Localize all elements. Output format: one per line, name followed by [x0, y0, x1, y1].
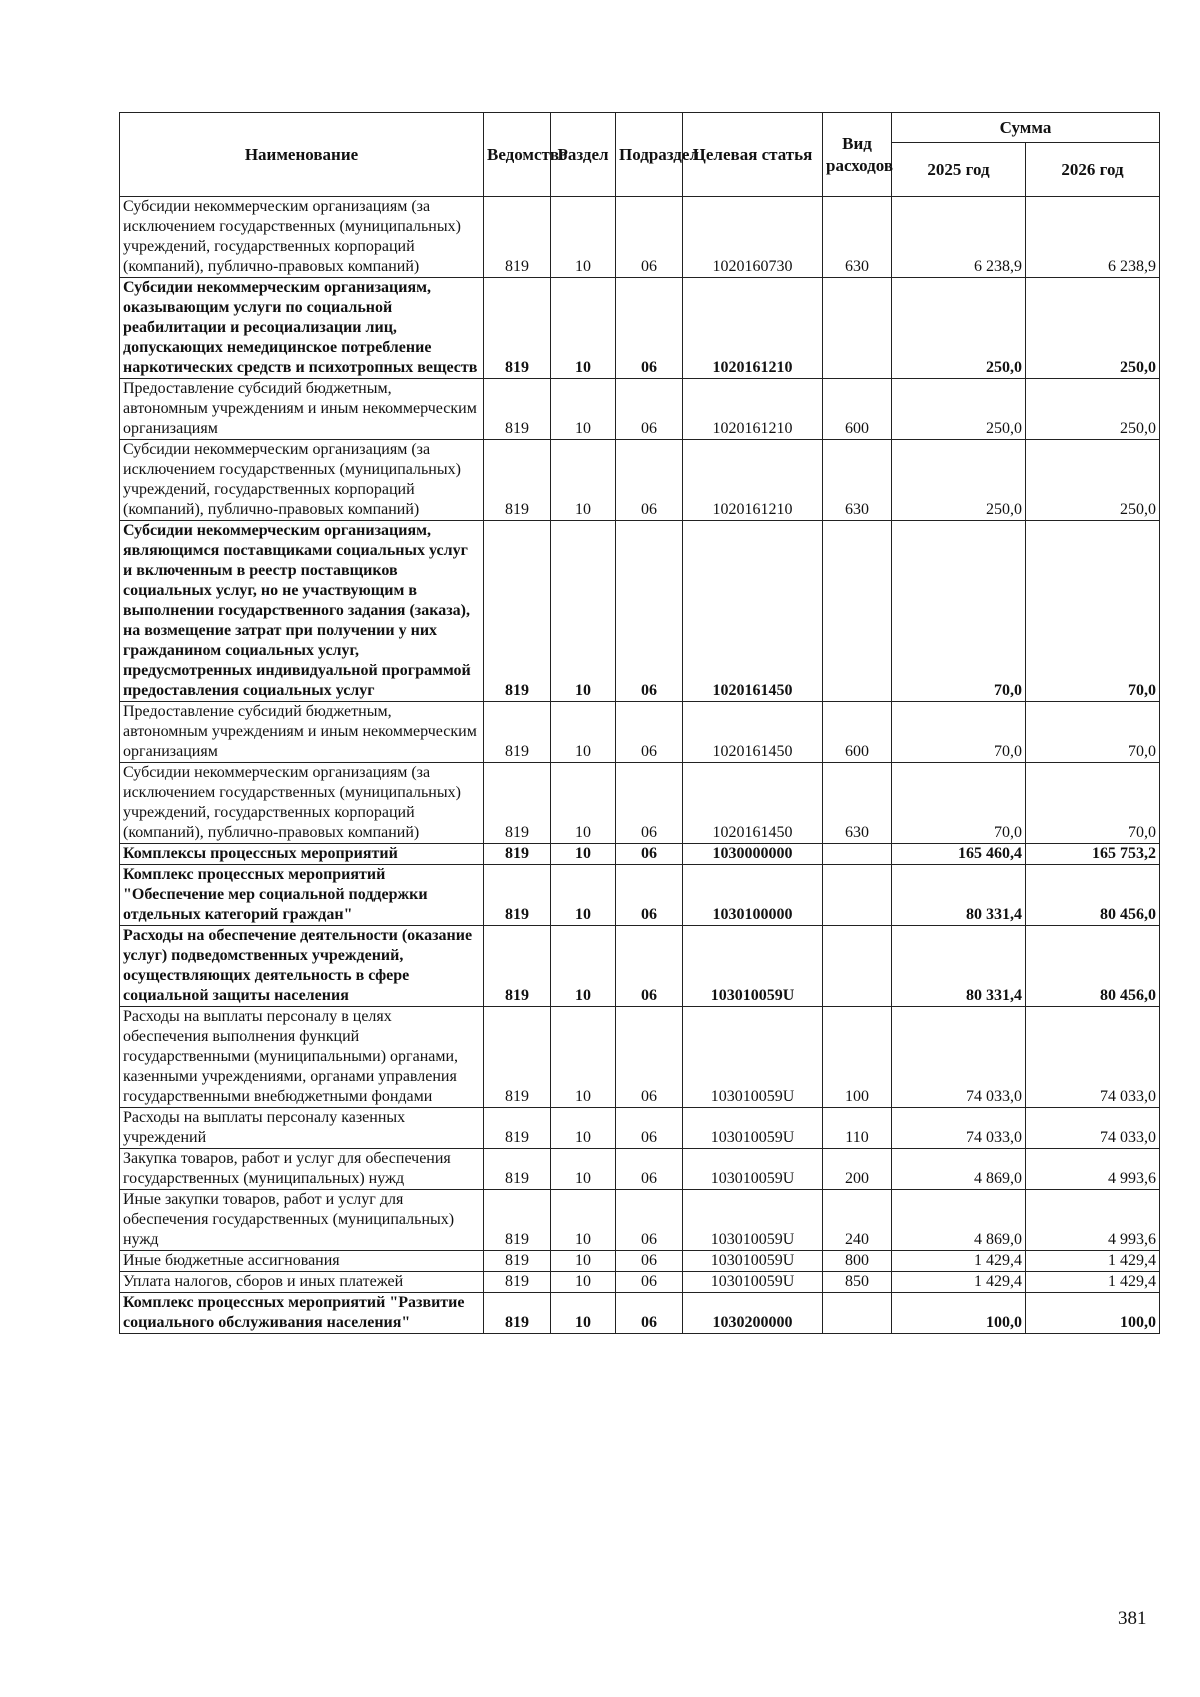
cell-name: Расходы на обеспечение деятельности (оказание услуг) подведомственных учреждений, осуществляющих деятельность в сфере социальной защиты населения — [120, 926, 484, 1007]
table-row — [120, 379, 1160, 440]
cell-name: Комплекс процессных мероприятий "Обеспечение мер социальной поддержки отдельных категорий граждан" — [120, 865, 484, 926]
cell-name: Субсидии некоммерческим организациям, являющимся поставщиками социальных услуг и включенным в реестр поставщиков социальных услуг, но не участвующим в выполнении государственного задания (заказа), на возмещение затрат при получении у них гражданином социальных услуг, предусмотренных индивидуальной программой предоставления социальных услуг — [120, 521, 484, 702]
cell-expense-type — [823, 278, 892, 379]
table-row — [120, 763, 1160, 844]
table-row — [120, 278, 1160, 379]
table-row — [120, 1190, 1160, 1251]
cell-section: 10 — [551, 521, 616, 702]
cell-name: Субсидии некоммерческим организациям (за исключением государственных (муниципальных) учреждений, государственных корпораций (компаний), публично-правовых компаний) — [120, 440, 484, 521]
cell-department: 819 — [484, 197, 551, 278]
cell-name: Иные бюджетные ассигнования — [120, 1251, 484, 1272]
cell-department: 819 — [484, 1007, 551, 1108]
cell-subsection: 06 — [616, 865, 683, 926]
cell-expense-type: 800 — [823, 1251, 892, 1272]
cell-name: Комплекс процессных мероприятий "Развитие социального обслуживания населения" — [120, 1293, 484, 1334]
cell-expense-type: 850 — [823, 1272, 892, 1293]
cell-section: 10 — [551, 763, 616, 844]
cell-department: 819 — [484, 521, 551, 702]
cell-sum-2025: 70,0 — [892, 702, 1026, 763]
cell-name: Субсидии некоммерческим организациям (за исключением государственных (муниципальных) учреждений, государственных корпораций (компаний), публично-правовых компаний) — [120, 197, 484, 278]
cell-section: 10 — [551, 440, 616, 521]
cell-expense-type — [823, 521, 892, 702]
cell-target-article: 103010059U — [683, 926, 823, 1007]
cell-subsection: 06 — [616, 763, 683, 844]
table-row — [120, 702, 1160, 763]
cell-subsection: 06 — [616, 440, 683, 521]
cell-name: Расходы на выплаты персоналу в целях обеспечения выполнения функций государственными (муниципальными) органами, казенными учреждениями, органами управления государственными внебюджетными фондами — [120, 1007, 484, 1108]
cell-sum-2025: 70,0 — [892, 763, 1026, 844]
header-department: Ведомство — [484, 113, 551, 197]
cell-target-article: 1020161450 — [683, 702, 823, 763]
cell-target-article: 1020161210 — [683, 278, 823, 379]
cell-sum-2026: 1 429,4 — [1026, 1251, 1160, 1272]
cell-section: 10 — [551, 926, 616, 1007]
cell-sum-2026: 80 456,0 — [1026, 865, 1160, 926]
cell-subsection: 06 — [616, 1007, 683, 1108]
cell-target-article: 1030100000 — [683, 865, 823, 926]
cell-section: 10 — [551, 278, 616, 379]
cell-target-article: 1030200000 — [683, 1293, 823, 1334]
table-row — [120, 865, 1160, 926]
cell-target-article: 1030000000 — [683, 844, 823, 865]
cell-sum-2026: 74 033,0 — [1026, 1007, 1160, 1108]
table-row — [120, 1251, 1160, 1272]
cell-section: 10 — [551, 197, 616, 278]
cell-sum-2026: 80 456,0 — [1026, 926, 1160, 1007]
cell-section: 10 — [551, 1149, 616, 1190]
cell-name: Предоставление субсидий бюджетным, автономным учреждениям и иным некоммерческим организациям — [120, 379, 484, 440]
table-row — [120, 844, 1160, 865]
cell-section: 10 — [551, 844, 616, 865]
cell-sum-2025: 100,0 — [892, 1293, 1026, 1334]
cell-expense-type — [823, 1293, 892, 1334]
cell-sum-2025: 80 331,4 — [892, 865, 1026, 926]
cell-sum-2026: 4 993,6 — [1026, 1190, 1160, 1251]
header-year-2025: 2025 год — [892, 143, 1026, 197]
table-row — [120, 1007, 1160, 1108]
cell-expense-type: 110 — [823, 1108, 892, 1149]
cell-sum-2025: 6 238,9 — [892, 197, 1026, 278]
cell-target-article: 1020161210 — [683, 379, 823, 440]
cell-department: 819 — [484, 278, 551, 379]
cell-sum-2025: 1 429,4 — [892, 1272, 1026, 1293]
cell-department: 819 — [484, 1272, 551, 1293]
cell-sum-2026: 100,0 — [1026, 1293, 1160, 1334]
cell-sum-2026: 6 238,9 — [1026, 197, 1160, 278]
cell-section: 10 — [551, 379, 616, 440]
cell-name: Уплата налогов, сборов и иных платежей — [120, 1272, 484, 1293]
cell-sum-2026: 70,0 — [1026, 521, 1160, 702]
cell-name: Предоставление субсидий бюджетным, автономным учреждениям и иным некоммерческим организациям — [120, 702, 484, 763]
cell-department: 819 — [484, 865, 551, 926]
header-sum: Сумма — [892, 113, 1160, 143]
cell-department: 819 — [484, 702, 551, 763]
header-target-article: Целевая статья — [683, 113, 823, 197]
cell-sum-2025: 165 460,4 — [892, 844, 1026, 865]
cell-department: 819 — [484, 926, 551, 1007]
cell-expense-type — [823, 865, 892, 926]
cell-sum-2025: 250,0 — [892, 278, 1026, 379]
cell-subsection: 06 — [616, 702, 683, 763]
cell-target-article: 103010059U — [683, 1007, 823, 1108]
cell-section: 10 — [551, 1108, 616, 1149]
cell-subsection: 06 — [616, 1149, 683, 1190]
cell-sum-2026: 70,0 — [1026, 702, 1160, 763]
cell-name: Субсидии некоммерческим организациям, оказывающим услуги по социальной реабилитации и ресоциализации лиц, допускающих немедицинское потребление наркотических средств и психотропных веществ — [120, 278, 484, 379]
cell-sum-2026: 70,0 — [1026, 763, 1160, 844]
cell-target-article: 1020161450 — [683, 763, 823, 844]
cell-expense-type: 200 — [823, 1149, 892, 1190]
cell-sum-2026: 74 033,0 — [1026, 1108, 1160, 1149]
cell-section: 10 — [551, 1190, 616, 1251]
cell-sum-2026: 250,0 — [1026, 440, 1160, 521]
cell-department: 819 — [484, 440, 551, 521]
cell-expense-type: 600 — [823, 702, 892, 763]
cell-sum-2025: 250,0 — [892, 440, 1026, 521]
cell-sum-2025: 4 869,0 — [892, 1149, 1026, 1190]
cell-subsection: 06 — [616, 278, 683, 379]
header-expense-type: Вид расходов — [823, 113, 892, 197]
table-row — [120, 1149, 1160, 1190]
cell-expense-type: 630 — [823, 197, 892, 278]
table-row — [120, 197, 1160, 278]
header-section: Раздел — [551, 113, 616, 197]
cell-subsection: 06 — [616, 1190, 683, 1251]
cell-subsection: 06 — [616, 926, 683, 1007]
cell-subsection: 06 — [616, 1108, 683, 1149]
cell-target-article: 1020161210 — [683, 440, 823, 521]
cell-sum-2026: 250,0 — [1026, 278, 1160, 379]
cell-target-article: 103010059U — [683, 1149, 823, 1190]
cell-target-article: 103010059U — [683, 1108, 823, 1149]
cell-expense-type: 600 — [823, 379, 892, 440]
table-body — [120, 197, 1160, 1334]
cell-department: 819 — [484, 1149, 551, 1190]
budget-table — [119, 112, 1160, 1334]
cell-sum-2025: 4 869,0 — [892, 1190, 1026, 1251]
cell-subsection: 06 — [616, 1272, 683, 1293]
cell-sum-2026: 165 753,2 — [1026, 844, 1160, 865]
cell-section: 10 — [551, 1007, 616, 1108]
cell-target-article: 1020161450 — [683, 521, 823, 702]
cell-department: 819 — [484, 1293, 551, 1334]
table-row — [120, 1272, 1160, 1293]
cell-sum-2025: 70,0 — [892, 521, 1026, 702]
cell-department: 819 — [484, 844, 551, 865]
cell-sum-2026: 4 993,6 — [1026, 1149, 1160, 1190]
cell-subsection: 06 — [616, 1251, 683, 1272]
cell-section: 10 — [551, 1272, 616, 1293]
cell-subsection: 06 — [616, 197, 683, 278]
cell-department: 819 — [484, 763, 551, 844]
cell-sum-2025: 80 331,4 — [892, 926, 1026, 1007]
table-row — [120, 1293, 1160, 1334]
cell-department: 819 — [484, 379, 551, 440]
header-year-2026: 2026 год — [1026, 143, 1160, 197]
cell-expense-type — [823, 844, 892, 865]
cell-name: Субсидии некоммерческим организациям (за исключением государственных (муниципальных) учреждений, государственных корпораций (компаний), публично-правовых компаний) — [120, 763, 484, 844]
cell-section: 10 — [551, 1251, 616, 1272]
cell-name: Расходы на выплаты персоналу казенных учреждений — [120, 1108, 484, 1149]
cell-department: 819 — [484, 1190, 551, 1251]
cell-sum-2025: 74 033,0 — [892, 1007, 1026, 1108]
cell-target-article: 1020160730 — [683, 197, 823, 278]
table-row — [120, 440, 1160, 521]
cell-section: 10 — [551, 702, 616, 763]
cell-subsection: 06 — [616, 1293, 683, 1334]
cell-expense-type: 240 — [823, 1190, 892, 1251]
table-row — [120, 1108, 1160, 1149]
cell-department: 819 — [484, 1108, 551, 1149]
header-subsection: Подраздел — [616, 113, 683, 197]
cell-sum-2025: 74 033,0 — [892, 1108, 1026, 1149]
cell-expense-type: 630 — [823, 440, 892, 521]
cell-subsection: 06 — [616, 379, 683, 440]
cell-sum-2025: 250,0 — [892, 379, 1026, 440]
cell-subsection: 06 — [616, 844, 683, 865]
cell-department: 819 — [484, 1251, 551, 1272]
cell-sum-2026: 1 429,4 — [1026, 1272, 1160, 1293]
cell-target-article: 103010059U — [683, 1190, 823, 1251]
cell-name: Закупка товаров, работ и услуг для обеспечения государственных (муниципальных) нужд — [120, 1149, 484, 1190]
page-number: 381 — [1118, 1608, 1147, 1629]
cell-name: Комплексы процессных мероприятий — [120, 844, 484, 865]
table-row — [120, 521, 1160, 702]
cell-sum-2025: 1 429,4 — [892, 1251, 1026, 1272]
cell-expense-type: 630 — [823, 763, 892, 844]
cell-sum-2026: 250,0 — [1026, 379, 1160, 440]
cell-section: 10 — [551, 865, 616, 926]
cell-target-article: 103010059U — [683, 1251, 823, 1272]
cell-name: Иные закупки товаров, работ и услуг для обеспечения государственных (муниципальных) нужд — [120, 1190, 484, 1251]
cell-target-article: 103010059U — [683, 1272, 823, 1293]
table-row — [120, 926, 1160, 1007]
cell-subsection: 06 — [616, 521, 683, 702]
cell-expense-type: 100 — [823, 1007, 892, 1108]
header-name: Наименование — [120, 113, 484, 197]
cell-section: 10 — [551, 1293, 616, 1334]
cell-expense-type — [823, 926, 892, 1007]
